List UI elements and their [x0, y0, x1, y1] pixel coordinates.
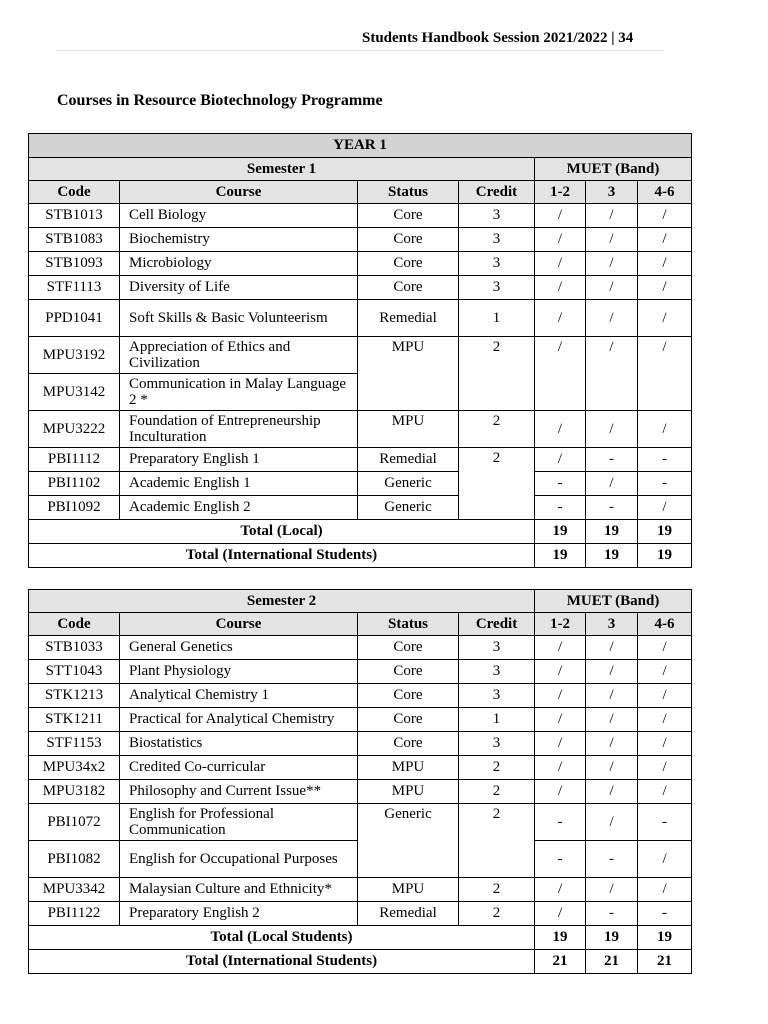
course-name: Practical for Analytical Chemistry [120, 708, 358, 732]
course-name: Academic English 1 [120, 472, 358, 496]
band-4-6-mark: / [638, 411, 692, 448]
course-code: STB1093 [29, 252, 120, 276]
band-3-mark: / [586, 878, 638, 902]
course-name: Biostatistics [120, 732, 358, 756]
course-code: MPU3342 [29, 878, 120, 902]
course-code: STB1033 [29, 636, 120, 660]
band-4-6-mark: / [638, 708, 692, 732]
course-credit: 2 [459, 804, 535, 878]
course-credit: 3 [459, 276, 535, 300]
course-code: PBI1112 [29, 448, 120, 472]
course-code: STT1043 [29, 660, 120, 684]
course-name: Foundation of Entrepreneurship Inculturation [120, 411, 358, 448]
band-1-2-mark: / [535, 660, 586, 684]
total-band-1-2: 21 [535, 950, 586, 974]
total-band-1-2: 19 [535, 544, 586, 568]
band-1-2-mark: / [535, 204, 586, 228]
band-3-mark: - [586, 902, 638, 926]
course-status: Core [358, 684, 459, 708]
table-row [29, 496, 692, 520]
course-name: Malaysian Culture and Ethnicity* [120, 878, 358, 902]
course-code: PBI1072 [29, 804, 120, 841]
band-1-2-mark: / [535, 337, 586, 411]
band-3-mark: / [586, 756, 638, 780]
course-credit: 3 [459, 684, 535, 708]
semester-1-table [28, 133, 692, 568]
band-4-6-mark: / [638, 660, 692, 684]
course-status: MPU [358, 337, 459, 411]
table-row [29, 780, 692, 804]
course-name: General Genetics [120, 636, 358, 660]
course-name: Academic English 2 [120, 496, 358, 520]
course-status: Core [358, 660, 459, 684]
course-code: PBI1122 [29, 902, 120, 926]
course-code: STF1153 [29, 732, 120, 756]
course-credit: 3 [459, 636, 535, 660]
table-row [29, 660, 692, 684]
course-code: MPU3222 [29, 411, 120, 448]
band-1-2-mark: / [535, 780, 586, 804]
semester-heading: Semester 2 [29, 590, 535, 613]
table-row [29, 337, 692, 374]
band-1-2-mark: - [535, 472, 586, 496]
band-4-6-mark: - [638, 472, 692, 496]
total-international-row [29, 950, 692, 974]
total-international-row [29, 544, 692, 568]
course-code: STB1083 [29, 228, 120, 252]
band-3-mark: / [586, 732, 638, 756]
band-4-6-mark: / [638, 732, 692, 756]
course-status: Core [358, 636, 459, 660]
total-international-label: Total (International Students) [29, 544, 535, 568]
band-1-2-mark: / [535, 411, 586, 448]
band-1-2-mark: / [535, 708, 586, 732]
table-row [29, 472, 692, 496]
course-name: Communication in Malay Language 2 * [120, 374, 358, 411]
course-code: MPU3192 [29, 337, 120, 374]
band-4-6-mark: / [638, 780, 692, 804]
band-1-2-mark: - [535, 841, 586, 878]
course-header: Course [120, 181, 358, 204]
course-code: PBI1092 [29, 496, 120, 520]
course-credit: 2 [459, 902, 535, 926]
band-4-6-mark: - [638, 804, 692, 841]
muet-heading: MUET (Band) [535, 158, 692, 181]
total-local-label: Total (Local) [29, 520, 535, 544]
band-1-2-header: 1-2 [535, 181, 586, 204]
band-3-mark: - [586, 841, 638, 878]
total-international-label: Total (International Students) [29, 950, 535, 974]
table-row [29, 204, 692, 228]
course-status: Remedial [358, 300, 459, 337]
band-4-6-header: 4-6 [638, 181, 692, 204]
status-header: Status [358, 181, 459, 204]
band-4-6-mark: / [638, 300, 692, 337]
band-4-6-mark: / [638, 252, 692, 276]
course-name: English for Occupational Purposes [120, 841, 358, 878]
course-credit: 1 [459, 300, 535, 337]
code-header: Code [29, 613, 120, 636]
course-name: Preparatory English 1 [120, 448, 358, 472]
total-local-row [29, 926, 692, 950]
course-code: STF1113 [29, 276, 120, 300]
table-row [29, 300, 692, 337]
course-status: Core [358, 204, 459, 228]
course-credit: 2 [459, 756, 535, 780]
band-3-mark: / [586, 472, 638, 496]
band-1-2-mark: - [535, 496, 586, 520]
table-row [29, 636, 692, 660]
band-4-6-mark: / [638, 684, 692, 708]
band-1-2-mark: / [535, 228, 586, 252]
table-row [29, 276, 692, 300]
course-credit: 2 [459, 878, 535, 902]
band-3-mark: / [586, 804, 638, 841]
band-1-2-mark: - [535, 804, 586, 841]
course-status: Remedial [358, 448, 459, 472]
total-band-4-6: 19 [638, 520, 692, 544]
table-row [29, 804, 692, 841]
course-status: MPU [358, 756, 459, 780]
table-row [29, 684, 692, 708]
semester-2-table [28, 589, 692, 974]
band-3-mark: / [586, 411, 638, 448]
code-header: Code [29, 181, 120, 204]
band-4-6-mark: - [638, 902, 692, 926]
course-code: MPU34x2 [29, 756, 120, 780]
band-3-mark: / [586, 337, 638, 411]
course-code: PBI1082 [29, 841, 120, 878]
band-1-2-header: 1-2 [535, 613, 586, 636]
total-local-label: Total (Local Students) [29, 926, 535, 950]
band-3-header: 3 [586, 181, 638, 204]
course-code: PPD1041 [29, 300, 120, 337]
course-credit: 2 [459, 448, 535, 520]
band-4-6-header: 4-6 [638, 613, 692, 636]
band-1-2-mark: / [535, 902, 586, 926]
course-header: Course [120, 613, 358, 636]
course-name: Philosophy and Current Issue** [120, 780, 358, 804]
table-row [29, 252, 692, 276]
course-status: Generic [358, 472, 459, 496]
course-status: Remedial [358, 902, 459, 926]
band-3-mark: / [586, 636, 638, 660]
band-1-2-mark: / [535, 878, 586, 902]
course-code: MPU3142 [29, 374, 120, 411]
total-band-3: 19 [586, 520, 638, 544]
table-row [29, 756, 692, 780]
muet-heading: MUET (Band) [535, 590, 692, 613]
total-band-3: 19 [586, 544, 638, 568]
course-name: Analytical Chemistry 1 [120, 684, 358, 708]
course-name: English for Professional Communication [120, 804, 358, 841]
band-4-6-mark: / [638, 228, 692, 252]
band-4-6-mark: / [638, 337, 692, 411]
course-credit: 3 [459, 660, 535, 684]
course-code: STK1213 [29, 684, 120, 708]
band-4-6-mark: / [638, 496, 692, 520]
course-credit: 3 [459, 204, 535, 228]
band-3-mark: / [586, 252, 638, 276]
band-3-mark: - [586, 448, 638, 472]
course-name: Credited Co-curricular [120, 756, 358, 780]
course-status: Core [358, 276, 459, 300]
course-status: Generic [358, 804, 459, 878]
band-3-mark: / [586, 660, 638, 684]
course-status: MPU [358, 780, 459, 804]
course-code: STB1013 [29, 204, 120, 228]
band-1-2-mark: / [535, 448, 586, 472]
band-1-2-mark: / [535, 756, 586, 780]
status-header: Status [358, 613, 459, 636]
total-local-row [29, 520, 692, 544]
course-credit: 3 [459, 732, 535, 756]
band-1-2-mark: / [535, 276, 586, 300]
band-1-2-mark: / [535, 300, 586, 337]
total-band-1-2: 19 [535, 520, 586, 544]
band-4-6-mark: / [638, 878, 692, 902]
course-name: Soft Skills & Basic Volunteerism [120, 300, 358, 337]
band-3-mark: / [586, 228, 638, 252]
course-credit: 1 [459, 708, 535, 732]
course-credit: 2 [459, 337, 535, 411]
course-name: Preparatory English 2 [120, 902, 358, 926]
table-row [29, 878, 692, 902]
course-status: Core [358, 708, 459, 732]
course-status: Core [358, 732, 459, 756]
course-status: Core [358, 228, 459, 252]
band-3-mark: / [586, 300, 638, 337]
band-4-6-mark: / [638, 756, 692, 780]
course-code: STK1211 [29, 708, 120, 732]
table-row [29, 228, 692, 252]
course-name: Appreciation of Ethics and Civilization [120, 337, 358, 374]
band-1-2-mark: / [535, 732, 586, 756]
total-band-3: 19 [586, 926, 638, 950]
band-3-mark: / [586, 204, 638, 228]
credit-header: Credit [459, 613, 535, 636]
band-3-mark: - [586, 496, 638, 520]
course-status: Generic [358, 496, 459, 520]
total-band-4-6: 21 [638, 950, 692, 974]
total-band-1-2: 19 [535, 926, 586, 950]
course-status: Core [358, 252, 459, 276]
course-credit: 3 [459, 252, 535, 276]
course-code: PBI1102 [29, 472, 120, 496]
course-name: Cell Biology [120, 204, 358, 228]
band-4-6-mark: / [638, 636, 692, 660]
total-band-4-6: 19 [638, 926, 692, 950]
course-credit: 2 [459, 780, 535, 804]
total-band-3: 21 [586, 950, 638, 974]
course-name: Plant Physiology [120, 660, 358, 684]
course-code: MPU3182 [29, 780, 120, 804]
course-status: MPU [358, 411, 459, 448]
credit-header: Credit [459, 181, 535, 204]
page-title: Courses in Resource Biotechnology Programme [57, 92, 383, 109]
band-3-mark: / [586, 780, 638, 804]
course-credit: 3 [459, 228, 535, 252]
course-status: MPU [358, 878, 459, 902]
table-row [29, 708, 692, 732]
band-1-2-mark: / [535, 252, 586, 276]
band-4-6-mark: / [638, 841, 692, 878]
band-3-mark: / [586, 708, 638, 732]
band-3-mark: / [586, 684, 638, 708]
band-4-6-mark: / [638, 204, 692, 228]
table-row [29, 732, 692, 756]
band-1-2-mark: / [535, 636, 586, 660]
course-name: Biochemistry [120, 228, 358, 252]
total-band-4-6: 19 [638, 544, 692, 568]
course-name: Microbiology [120, 252, 358, 276]
band-4-6-mark: / [638, 276, 692, 300]
semester-heading: Semester 1 [29, 158, 535, 181]
page-header: Students Handbook Session 2021/2022 | 34 [362, 30, 634, 46]
band-3-mark: / [586, 276, 638, 300]
table-row [29, 411, 692, 448]
header-divider [56, 50, 664, 51]
band-4-6-mark: - [638, 448, 692, 472]
table-row [29, 902, 692, 926]
course-credit: 2 [459, 411, 535, 448]
course-name: Diversity of Life [120, 276, 358, 300]
year-heading: YEAR 1 [29, 134, 692, 158]
band-1-2-mark: / [535, 684, 586, 708]
band-3-header: 3 [586, 613, 638, 636]
table-row [29, 448, 692, 472]
